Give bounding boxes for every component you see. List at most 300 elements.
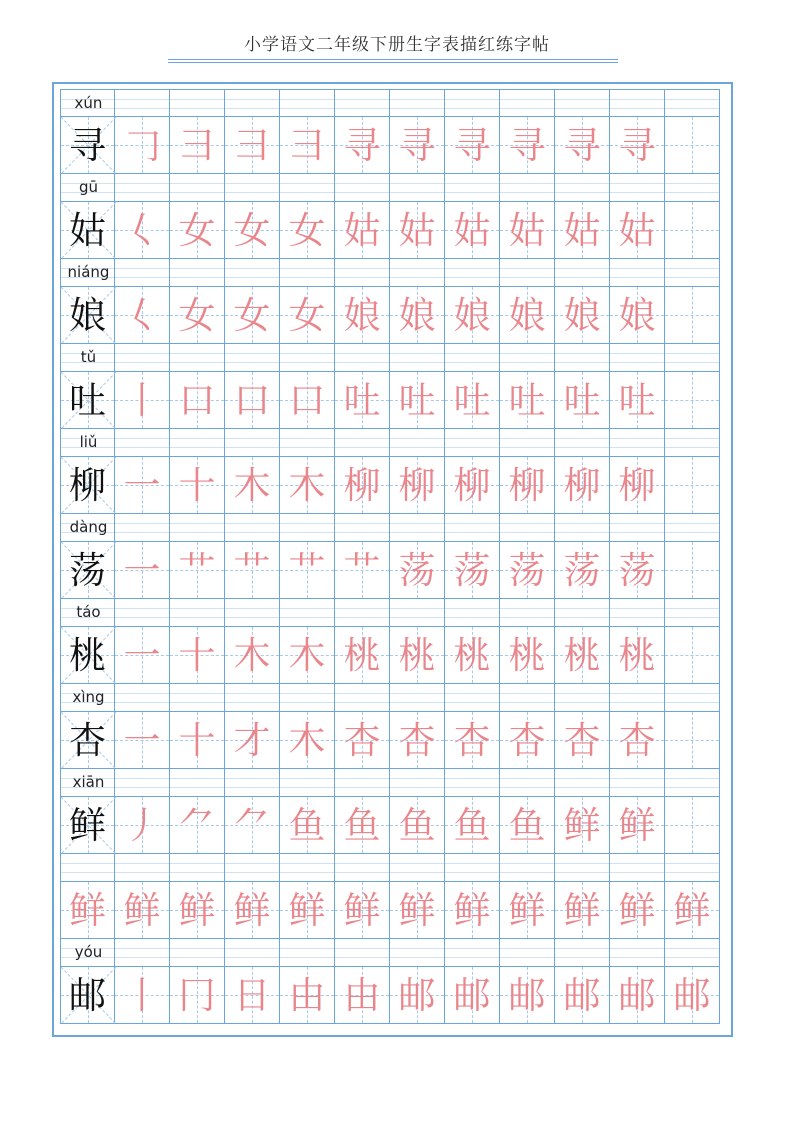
trace-character: 吐	[343, 378, 381, 422]
pinyin-cell	[610, 769, 665, 797]
pinyin-cell	[335, 769, 390, 797]
tianzige-cell	[225, 627, 280, 684]
tianzige-cell	[665, 797, 720, 854]
model-character: 荡	[69, 548, 106, 592]
trace-character: 桃	[618, 633, 656, 677]
trace-character: 口	[233, 378, 271, 422]
pinyin-cell	[60, 769, 115, 797]
tianzige-cell	[500, 457, 555, 514]
tianzige-cell	[335, 287, 390, 344]
character-row	[60, 797, 725, 854]
tianzige-cell	[225, 372, 280, 429]
trace-character: 鲜	[508, 888, 546, 932]
tianzige-cell	[390, 542, 445, 599]
tianzige-cell	[280, 372, 335, 429]
pinyin-cell	[115, 854, 170, 882]
pinyin-cell	[225, 259, 280, 287]
trace-character: 桃	[343, 633, 381, 677]
tianzige-cell	[500, 542, 555, 599]
pinyin-cell	[500, 684, 555, 712]
pinyin-cell	[280, 174, 335, 202]
tianzige-cell	[500, 627, 555, 684]
tianzige-cell	[335, 372, 390, 429]
tianzige-cell	[445, 542, 500, 599]
trace-character: 荡	[398, 548, 436, 592]
tianzige-cell	[60, 457, 115, 514]
pinyin-cell	[60, 259, 115, 287]
pinyin-cell	[60, 854, 115, 882]
trace-character: 木	[233, 463, 271, 507]
tianzige-cell	[60, 117, 115, 174]
tianzige-cell	[445, 457, 500, 514]
pinyin-cell	[60, 89, 115, 117]
tianzige-cell	[335, 117, 390, 174]
tianzige-cell	[335, 202, 390, 259]
trace-character: 女	[288, 293, 326, 337]
trace-character: 冂	[178, 973, 216, 1017]
tianzige-cell	[60, 542, 115, 599]
tianzige-cell	[115, 797, 170, 854]
tianzige-cell	[115, 202, 170, 259]
pinyin-cell	[445, 429, 500, 457]
tianzige-cell	[115, 882, 170, 939]
tianzige-cell	[665, 882, 720, 939]
trace-character: 荡	[618, 548, 656, 592]
pinyin-cell	[665, 854, 720, 882]
tianzige-cell	[390, 967, 445, 1024]
tianzige-cell	[60, 882, 115, 939]
tianzige-cell	[665, 202, 720, 259]
trace-character: 鲜	[618, 803, 656, 847]
model-character: 姑	[69, 208, 106, 252]
title-underline-second	[168, 62, 618, 63]
tianzige-cell	[280, 712, 335, 769]
blank-guide-row	[60, 854, 725, 882]
tianzige-cell	[115, 627, 170, 684]
pinyin-cell	[610, 174, 665, 202]
trace-character: 邮	[453, 973, 491, 1017]
trace-character: 鲜	[673, 888, 711, 932]
trace-character: 女	[233, 293, 271, 337]
tianzige-cell	[225, 457, 280, 514]
tianzige-cell	[60, 287, 115, 344]
pinyin-cell	[610, 599, 665, 627]
pinyin-cell	[555, 514, 610, 542]
tianzige-cell	[445, 287, 500, 344]
tianzige-cell	[555, 117, 610, 174]
tianzige-cell	[390, 797, 445, 854]
trace-character: 寻	[343, 123, 381, 167]
character-row	[60, 287, 725, 344]
trace-character: 邮	[398, 973, 436, 1017]
pinyin-cell	[390, 684, 445, 712]
pinyin-cell	[500, 769, 555, 797]
trace-character: 鲜	[453, 888, 491, 932]
pinyin-cell	[115, 429, 170, 457]
trace-character: 杏	[398, 718, 436, 762]
pinyin-row	[60, 259, 725, 287]
pinyin-cell	[390, 769, 445, 797]
pinyin-cell	[335, 429, 390, 457]
pinyin-cell	[390, 429, 445, 457]
tianzige-cell	[225, 202, 280, 259]
trace-character: 杏	[563, 718, 601, 762]
tianzige-cell	[60, 202, 115, 259]
tianzige-cell	[555, 882, 610, 939]
pinyin-cell	[225, 89, 280, 117]
pinyin-cell	[225, 684, 280, 712]
trace-character: 姑	[343, 208, 381, 252]
pinyin-row	[60, 599, 725, 627]
tianzige-cell	[170, 797, 225, 854]
trace-character: 姑	[508, 208, 546, 252]
tianzige-cell	[500, 372, 555, 429]
tianzige-cell	[225, 117, 280, 174]
trace-character: 桃	[563, 633, 601, 677]
tianzige-cell	[610, 967, 665, 1024]
trace-character: 鲜	[563, 803, 601, 847]
pinyin-row	[60, 344, 725, 372]
trace-character: 杏	[618, 718, 656, 762]
trace-character: 女	[178, 208, 216, 252]
tianzige-cell	[60, 627, 115, 684]
trace-character: 鱼	[398, 803, 436, 847]
trace-character: 鱼	[343, 803, 381, 847]
trace-character: 女	[178, 293, 216, 337]
trace-character: 丿	[123, 803, 161, 847]
trace-character: 鲜	[69, 888, 106, 932]
trace-character: 由	[343, 973, 381, 1017]
trace-character: ⺕	[288, 123, 326, 167]
trace-character: 娘	[398, 293, 436, 337]
pinyin-cell	[225, 939, 280, 967]
trace-character: 艹	[343, 548, 381, 592]
pinyin-cell	[445, 769, 500, 797]
tianzige-cell	[115, 967, 170, 1024]
pinyin-cell	[280, 769, 335, 797]
pinyin-cell	[390, 89, 445, 117]
character-row	[60, 882, 725, 939]
tianzige-cell	[280, 967, 335, 1024]
pinyin-cell	[225, 429, 280, 457]
trace-character: 杏	[453, 718, 491, 762]
trace-character: 木	[288, 463, 326, 507]
trace-character: 十	[178, 633, 216, 677]
pinyin-cell	[280, 684, 335, 712]
trace-character: 邮	[508, 973, 546, 1017]
trace-character: 柳	[453, 463, 491, 507]
pinyin-cell	[610, 854, 665, 882]
pinyin-row	[60, 684, 725, 712]
trace-character: 口	[178, 378, 216, 422]
tianzige-cell	[170, 882, 225, 939]
trace-character: 姑	[453, 208, 491, 252]
trace-character: 木	[288, 633, 326, 677]
trace-character: 口	[288, 378, 326, 422]
pinyin-label: xún	[74, 94, 103, 112]
pinyin-cell	[335, 939, 390, 967]
trace-character: 鲜	[618, 888, 656, 932]
tianzige-cell	[500, 117, 555, 174]
trace-character: 柳	[618, 463, 656, 507]
tianzige-cell	[555, 712, 610, 769]
tianzige-cell	[555, 627, 610, 684]
trace-character: 寻	[453, 123, 491, 167]
trace-character: 荡	[563, 548, 601, 592]
trace-character: 寻	[508, 123, 546, 167]
tianzige-cell	[610, 287, 665, 344]
trace-character: 一	[123, 718, 161, 762]
tianzige-cell	[280, 457, 335, 514]
pinyin-cell	[170, 769, 225, 797]
trace-character: 丨	[123, 378, 161, 422]
pinyin-cell	[500, 429, 555, 457]
tianzige-cell	[170, 712, 225, 769]
model-character: 桃	[69, 633, 106, 677]
trace-character: 柳	[508, 463, 546, 507]
pinyin-label: xiān	[72, 773, 105, 791]
pinyin-cell	[115, 344, 170, 372]
pinyin-cell	[500, 599, 555, 627]
trace-character: 才	[233, 718, 271, 762]
trace-character: 𡿨	[123, 293, 161, 337]
pinyin-label: dàng	[69, 518, 108, 536]
trace-character: 鱼	[508, 803, 546, 847]
pinyin-cell	[280, 259, 335, 287]
trace-character: 十	[178, 718, 216, 762]
trace-character: 邮	[563, 973, 601, 1017]
pinyin-cell	[225, 769, 280, 797]
model-character: 邮	[69, 973, 106, 1017]
pinyin-label: yóu	[74, 943, 103, 961]
pinyin-cell	[115, 89, 170, 117]
trace-character: 艹	[288, 548, 326, 592]
pinyin-cell	[335, 854, 390, 882]
tianzige-cell	[225, 882, 280, 939]
tianzige-cell	[610, 457, 665, 514]
pinyin-cell	[170, 174, 225, 202]
pinyin-cell	[390, 174, 445, 202]
trace-character: 娘	[508, 293, 546, 337]
character-row	[60, 202, 725, 259]
tianzige-cell	[335, 627, 390, 684]
trace-character: 木	[233, 633, 271, 677]
pinyin-cell	[500, 514, 555, 542]
trace-character: 桃	[398, 633, 436, 677]
pinyin-cell	[665, 429, 720, 457]
trace-character: 鲜	[123, 888, 161, 932]
pinyin-cell	[665, 939, 720, 967]
tianzige-cell	[335, 967, 390, 1024]
pinyin-row	[60, 939, 725, 967]
tianzige-cell	[60, 967, 115, 1024]
tianzige-cell	[445, 627, 500, 684]
trace-character: 杏	[508, 718, 546, 762]
tianzige-cell	[170, 967, 225, 1024]
tianzige-cell	[555, 967, 610, 1024]
trace-character: 艹	[233, 548, 271, 592]
pinyin-cell	[225, 344, 280, 372]
trace-character: ⺈	[178, 803, 216, 847]
trace-character: 吐	[453, 378, 491, 422]
tianzige-cell	[555, 457, 610, 514]
pinyin-cell	[280, 599, 335, 627]
trace-character: 鲜	[233, 888, 271, 932]
pinyin-cell	[665, 174, 720, 202]
pinyin-label: táo	[76, 603, 101, 621]
pinyin-cell	[445, 854, 500, 882]
trace-character: 鲜	[563, 888, 601, 932]
trace-character: 鲜	[398, 888, 436, 932]
tianzige-cell	[390, 117, 445, 174]
trace-character: 邮	[673, 973, 711, 1017]
tianzige-cell	[115, 372, 170, 429]
page-title: 小学语文二年级下册生字表描红练字帖	[244, 35, 550, 55]
pinyin-cell	[555, 854, 610, 882]
pinyin-cell	[500, 259, 555, 287]
pinyin-label: niáng	[67, 263, 110, 281]
trace-character: 荡	[453, 548, 491, 592]
trace-character: 吐	[398, 378, 436, 422]
tianzige-cell	[500, 712, 555, 769]
pinyin-cell	[390, 854, 445, 882]
pinyin-cell	[555, 684, 610, 712]
trace-character: 艹	[178, 548, 216, 592]
pinyin-cell	[335, 259, 390, 287]
trace-character: 吐	[618, 378, 656, 422]
tianzige-cell	[60, 712, 115, 769]
trace-character: 吐	[508, 378, 546, 422]
pinyin-cell	[170, 344, 225, 372]
tianzige-cell	[335, 797, 390, 854]
pinyin-cell	[555, 429, 610, 457]
tianzige-cell	[115, 457, 170, 514]
pinyin-cell	[335, 684, 390, 712]
tianzige-cell	[390, 457, 445, 514]
tianzige-cell	[610, 372, 665, 429]
pinyin-cell	[170, 89, 225, 117]
trace-character: 鲜	[288, 888, 326, 932]
trace-character: 姑	[398, 208, 436, 252]
pinyin-label: gū	[78, 178, 99, 196]
model-character: 寻	[69, 123, 106, 167]
trace-character: 寻	[563, 123, 601, 167]
tianzige-cell	[335, 542, 390, 599]
pinyin-cell	[445, 259, 500, 287]
pinyin-cell	[280, 854, 335, 882]
pinyin-cell	[610, 89, 665, 117]
pinyin-cell	[500, 344, 555, 372]
pinyin-cell	[610, 939, 665, 967]
pinyin-cell	[555, 259, 610, 287]
pinyin-cell	[280, 939, 335, 967]
pinyin-cell	[555, 769, 610, 797]
pinyin-label: xìng	[72, 688, 105, 706]
trace-character: 邮	[618, 973, 656, 1017]
tianzige-cell	[500, 967, 555, 1024]
model-character: 柳	[69, 463, 106, 507]
tianzige-cell	[665, 712, 720, 769]
pinyin-cell	[170, 429, 225, 457]
tianzige-cell	[170, 287, 225, 344]
trace-character: 娘	[453, 293, 491, 337]
trace-character: 日	[233, 973, 271, 1017]
trace-character: 鲜	[178, 888, 216, 932]
pinyin-cell	[390, 344, 445, 372]
tianzige-cell	[445, 117, 500, 174]
pinyin-cell	[555, 939, 610, 967]
tianzige-cell	[610, 202, 665, 259]
pinyin-cell	[610, 429, 665, 457]
pinyin-cell	[115, 174, 170, 202]
trace-character: 吐	[563, 378, 601, 422]
tianzige-cell	[555, 797, 610, 854]
tianzige-cell	[170, 372, 225, 429]
pinyin-cell	[60, 599, 115, 627]
character-row	[60, 542, 725, 599]
trace-character: 寻	[618, 123, 656, 167]
trace-character: 一	[123, 633, 161, 677]
tianzige-cell	[225, 542, 280, 599]
tianzige-cell	[555, 287, 610, 344]
tianzige-cell	[115, 287, 170, 344]
pinyin-cell	[610, 684, 665, 712]
tianzige-cell	[555, 542, 610, 599]
trace-character: 木	[288, 718, 326, 762]
pinyin-cell	[390, 939, 445, 967]
tianzige-cell	[665, 372, 720, 429]
tianzige-cell	[390, 202, 445, 259]
tianzige-cell	[225, 712, 280, 769]
pinyin-cell	[60, 939, 115, 967]
pinyin-row	[60, 514, 725, 542]
pinyin-cell	[335, 344, 390, 372]
trace-character: 娘	[343, 293, 381, 337]
tianzige-cell	[665, 542, 720, 599]
pinyin-cell	[445, 514, 500, 542]
pinyin-cell	[555, 344, 610, 372]
tianzige-cell	[445, 882, 500, 939]
pinyin-cell	[170, 514, 225, 542]
character-row	[60, 712, 725, 769]
pinyin-cell	[60, 174, 115, 202]
tianzige-cell	[445, 202, 500, 259]
trace-character: 柳	[398, 463, 436, 507]
tianzige-cell	[500, 882, 555, 939]
pinyin-cell	[390, 514, 445, 542]
pinyin-cell	[280, 514, 335, 542]
pinyin-cell	[280, 429, 335, 457]
pinyin-cell	[500, 939, 555, 967]
pinyin-cell	[280, 89, 335, 117]
tianzige-cell	[610, 712, 665, 769]
trace-character: 杏	[343, 718, 381, 762]
tianzige-cell	[445, 372, 500, 429]
tianzige-cell	[280, 882, 335, 939]
title-underline	[168, 59, 618, 60]
trace-character: 寻	[398, 123, 436, 167]
tianzige-cell	[225, 287, 280, 344]
tianzige-cell	[115, 117, 170, 174]
trace-character: 女	[288, 208, 326, 252]
trace-character: 姑	[618, 208, 656, 252]
pinyin-cell	[665, 89, 720, 117]
tianzige-cell	[610, 797, 665, 854]
pinyin-cell	[390, 599, 445, 627]
pinyin-cell	[555, 174, 610, 202]
pinyin-row	[60, 429, 725, 457]
tianzige-cell	[665, 627, 720, 684]
